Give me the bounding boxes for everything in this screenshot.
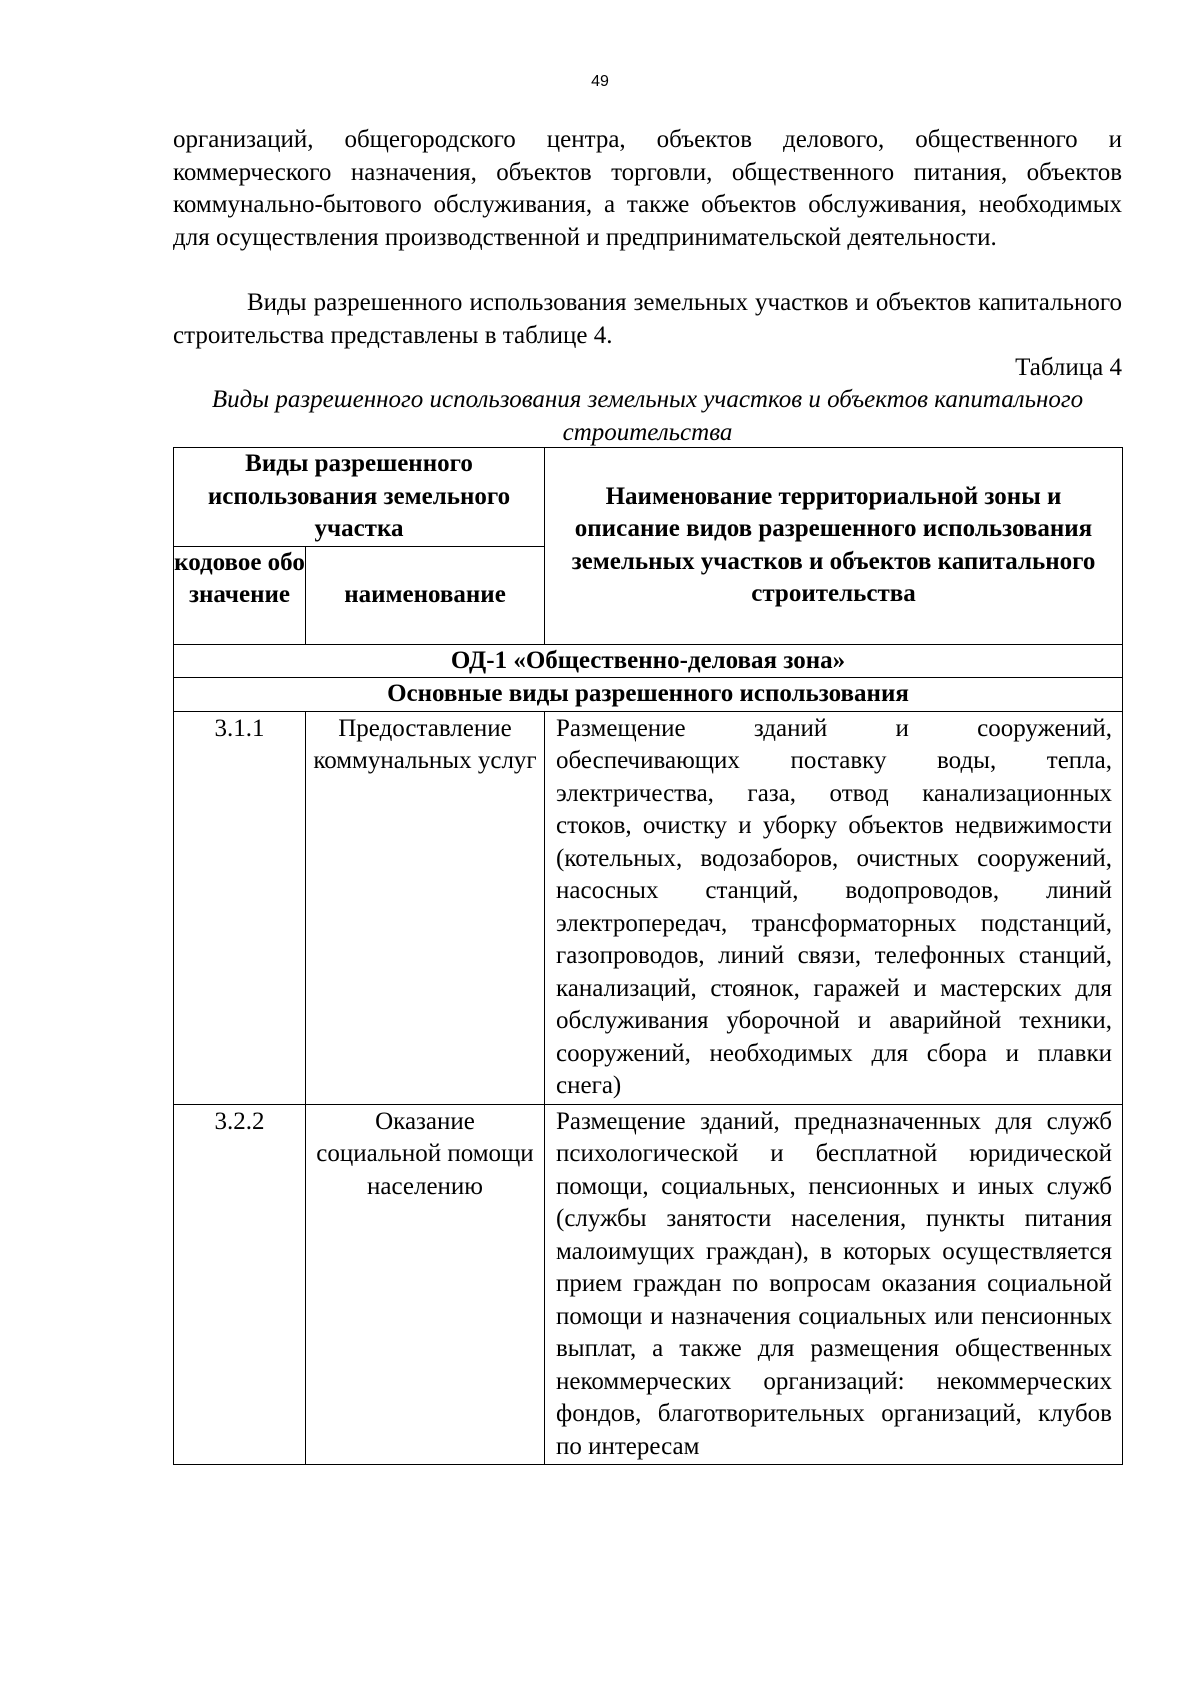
- section-title: Основные виды разрешенного использования: [174, 678, 1123, 712]
- header-group-cell: [174, 448, 545, 547]
- row-code: 3.2.2: [174, 1104, 306, 1465]
- header-description-cell: [545, 448, 1123, 645]
- row-description: Размещение зданий, предназначенных для служб психологической и бесплатной юридической помощи, социальных, пенсионных и иных служб (службы занятости населения, пункты питания малоимущих граждан), в которых осуществляется прием граждан по вопросам оказания социальной помощи и назначения социальных или пенсионных выплат, а также для размещения общественных некоммерческих организаций: некоммерческих фондов, благотворительных организаций, клубов по интересам: [545, 1104, 1123, 1465]
- table-label: Таблица 4: [1015, 354, 1122, 381]
- land-use-table: [173, 447, 1123, 1465]
- zone-title-row: [174, 644, 1123, 678]
- zone-title: ОД-1 «Общественно-деловая зона»: [174, 644, 1123, 678]
- paragraph-2: Виды разрешенного использования земельных участков и объектов капитального строительства представлены в таблице 4.: [173, 289, 1122, 349]
- table-row: [174, 711, 1123, 1104]
- table-caption: Виды разрешенного использования земельных участков и объектов капитального строительства: [211, 386, 1084, 446]
- header-group-label: Виды разрешенного использования земельного участка: [207, 450, 511, 542]
- header-name-cell: [306, 546, 545, 644]
- header-description-label: Наименование территориальной зоны и описание видов разрешенного использования земельных участков и объектов капитального строительства: [571, 482, 1096, 608]
- paragraph-1: организаций, общегородского центра, объектов делового, общественного и коммерческого назначения, объектов торговли, общественного питания, объектов коммунально-бытового обслуживания, а также объектов обслуживания, необходимых для осуществления производственной и предпринимательской деятельности.: [173, 126, 1122, 251]
- section-title-row: [174, 678, 1123, 712]
- row-name: Оказание социальной помощи населению: [306, 1104, 545, 1465]
- table-row: [174, 1104, 1123, 1465]
- row-name: Предоставление коммунальных услуг: [306, 711, 545, 1104]
- row-description: Размещение зданий и сооружений, обеспечивающих поставку воды, тепла, электричества, газа, отвод канализационных стоков, очистку и уборку объектов недвижимости (котельных, водозаборов, очистных сооружений, насосных станций, водопроводов, линий электропередач, трансформаторных подстанций, газопроводов, линий связи, телефонных станций, канализаций, стоянок, гаражей и мастерских для обслуживания уборочной и аварийной техники, сооружений, необходимых для сбора и плавки снега): [545, 711, 1123, 1104]
- header-code-label: кодовое обозначение: [174, 548, 305, 608]
- header-code-cell: [174, 546, 306, 644]
- row-code: 3.1.1: [174, 711, 306, 1104]
- header-name-label: наименование: [344, 580, 506, 608]
- page-number: 49: [591, 73, 609, 90]
- table-header-row-1: [174, 448, 1123, 547]
